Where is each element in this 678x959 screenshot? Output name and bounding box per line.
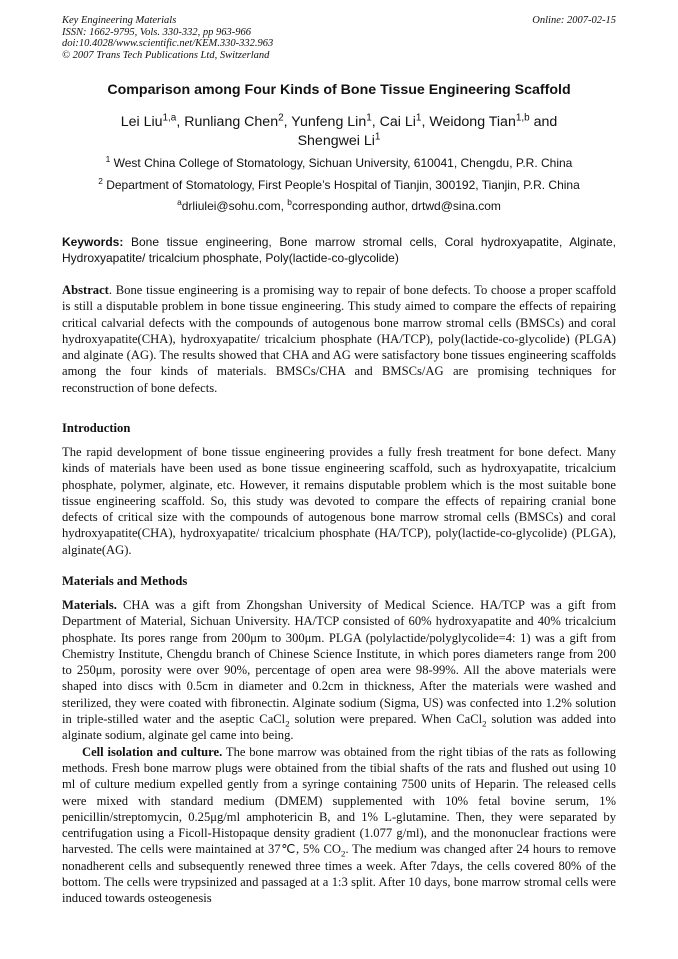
abstract-section <box>62 282 616 396</box>
subscript: 2 <box>482 718 487 729</box>
author-separator: , <box>283 114 292 130</box>
materials-label: Materials. <box>62 598 117 612</box>
introduction-heading: Introduction <box>62 421 131 435</box>
author-separator: and <box>529 114 558 130</box>
email-text: drliulei@sohu.com, <box>181 199 288 213</box>
author-name: Weidong Tian <box>429 114 516 130</box>
keywords-label: Keywords: <box>62 235 124 249</box>
affiliation-2 <box>62 178 616 192</box>
author-sup: 2 <box>278 112 284 124</box>
affiliation-text: Department of Stomatology, First People’s Hospital of Tianjin, 300192, Tianjin, P.R. China <box>102 178 580 192</box>
author-sup: 1 <box>366 112 372 124</box>
subscript: 2 <box>285 718 290 729</box>
cell-text: . The medium was changed after 24 hours to remove nonadherent cells and subsequently renewed three times a week. After 7days, the cells covered 80% of the bottom. The cells were trypsinized and passaged at a 1:3 split. After 10 days, bone marrow stromal cells were induced towards osteogenesis <box>62 842 616 906</box>
subscript: 2 <box>341 848 346 859</box>
affiliation-1 <box>62 156 616 170</box>
materials-text: CHA was a gift from Zhongshan University of Medical Science. HA/TCP was a gift from Department of Material, Sichuan University. HA/TCP consisted of 60% hydroxyapatite and 40% tricalcium phosphate. Its pores range from 200μm to 300μm. PLGA (polylactide/polyglycolide=4: 1) was a gift from Chemistry Institute, Chengdu branch of Chinese Science Institute, in which pores diameters range from 200 to 250μm, porosity were over 90%, percentage of open area were 98-99%. All the above materials were shaped into discs with 0.5cm in diameter and 0.2cm in thickness, After the materials were washed and sterilized, they were coated with fibronectin. Alginate sodium (Sigma, US) was confected into 1.2% solution in triple-stilled water and the aseptic CaCl <box>62 598 616 727</box>
author-list <box>62 113 616 151</box>
author-name: Runliang Chen <box>184 114 279 130</box>
abstract-label: Abstract <box>62 283 109 297</box>
affiliation-text: West China College of Stomatology, Sichuan University, 610041, Chengdu, P.R. China <box>110 156 573 170</box>
affiliation-sup: 1 <box>105 154 111 164</box>
cell-paragraph <box>62 744 616 907</box>
abstract-text: . Bone tissue engineering is a promising way to repair of bone defects. To choose a proper scaffold is still a disputable problem in bone tissue engineering. This study aimed to compare the effects of repairing critical calvarial defects with the compounds of autogenous bone marrow stromal cells (BMSCs) and coral hydroxyapatite(CHA), hydroxyapatite/ tricalcium phosphate (HA/TCP), poly(lactide-co-glycolide) (PLGA) and alginate (AG). The results showed that CHA and AG were satisfactory bone tissues engineering scaffolds among the four kinds of materials. BMSCs/CHA and BMSCs/AG are promising techniques for reconstruction of bone defects. <box>62 283 616 395</box>
author-sup: 1,b <box>515 112 530 124</box>
keywords-text: Bone tissue engineering, Bone marrow stromal cells, Coral hydroxyapatite, Alginate, Hydroxyapatite/ tricalcium phosphate, Poly(lactide-co-glycolide) <box>62 235 616 265</box>
author-name: Lei Liu <box>120 114 163 130</box>
materials-text: solution were prepared. When CaCl <box>289 712 483 727</box>
email-line <box>62 199 616 213</box>
author-sup: 1 <box>415 112 422 124</box>
materials-text: solution was added into alginate sodium, alginate gel came into being. <box>62 712 616 743</box>
doi-line: doi:10.4028/www.scientific.net/KEM.330-332.963 <box>62 38 274 50</box>
author-name: Yunfeng Lin <box>291 114 367 130</box>
author-sup: 1,a <box>162 112 177 124</box>
methods-heading: Materials and Methods <box>62 574 188 588</box>
author-name: Cai Li <box>379 114 416 130</box>
paper-title: Comparison among Four Kinds of Bone Tissue Engineering Scaffold <box>107 82 571 98</box>
affiliation-sup: 2 <box>98 176 103 186</box>
cell-text: The bone marrow was obtained from the right tibias of the rats as following methods. Fresh bone marrow plugs were obtained from the tibial shafts of the rats and flushed out using 10 ml of culture medium expelled gently from a syringe containing 7500 units of Heparin. The released cells were mixed with standard medium (DMEM) supplemented with 10% fetal bovine serum, 1% penicillin/streptomycin, 0.25μg/ml amphotericin B, and 1% L-glutamine. Then, they were separated by centrifugation using a Ficoll-Histopaque density gradient (1.077 g/ml), and the mononuclear fractions were harvested. The cells were maintained at 37℃, 5% CO <box>62 744 617 857</box>
methods-body <box>62 597 616 907</box>
author-separator: , <box>176 114 185 130</box>
author-name: Shengwei Li <box>297 133 375 149</box>
author-separator: , <box>371 114 380 130</box>
author-separator: , <box>421 114 430 130</box>
cell-label: Cell isolation and culture. <box>82 744 223 759</box>
introduction-text: The rapid development of bone tissue engineering provides a fully fresh treatment for bone defect. Many kinds of materials have been used as bone tissue engineering scaffold, such as hydroxyapatite, tricalcium phosphate, polymer, alginate, etc. However, it remains disputable problem which is the most suitable bone tissue engineering scaffold. So, this study was devoted to compare the effects of repairing cranial bone defects of critical size with the compounds of autogenous bone marrow stromal cells (BMSCs) and coral hydroxyapatite(CHA), hydroxyapatite/ tricalcium phosphate (HA/TCP), poly(lactide-co-glycolide) (PLGA), alginate(AG). <box>62 445 616 557</box>
email-sup: a <box>177 197 182 207</box>
author-sup: 1 <box>374 131 381 143</box>
email-sup: b <box>287 197 292 207</box>
journal-name: Key Engineering Materials <box>62 15 177 26</box>
online-date: Online: 2007-02-15 <box>532 15 616 26</box>
issn-line: ISSN: 1662-9795, Vols. 330-332, pp 963-966 <box>62 26 251 38</box>
journal-header <box>62 15 273 61</box>
copyright-line: © 2007 Trans Tech Publications Ltd, Switzerland <box>62 49 270 61</box>
keywords-section <box>62 234 616 266</box>
email-text: corresponding author, drtwd@sina.com <box>291 199 501 213</box>
